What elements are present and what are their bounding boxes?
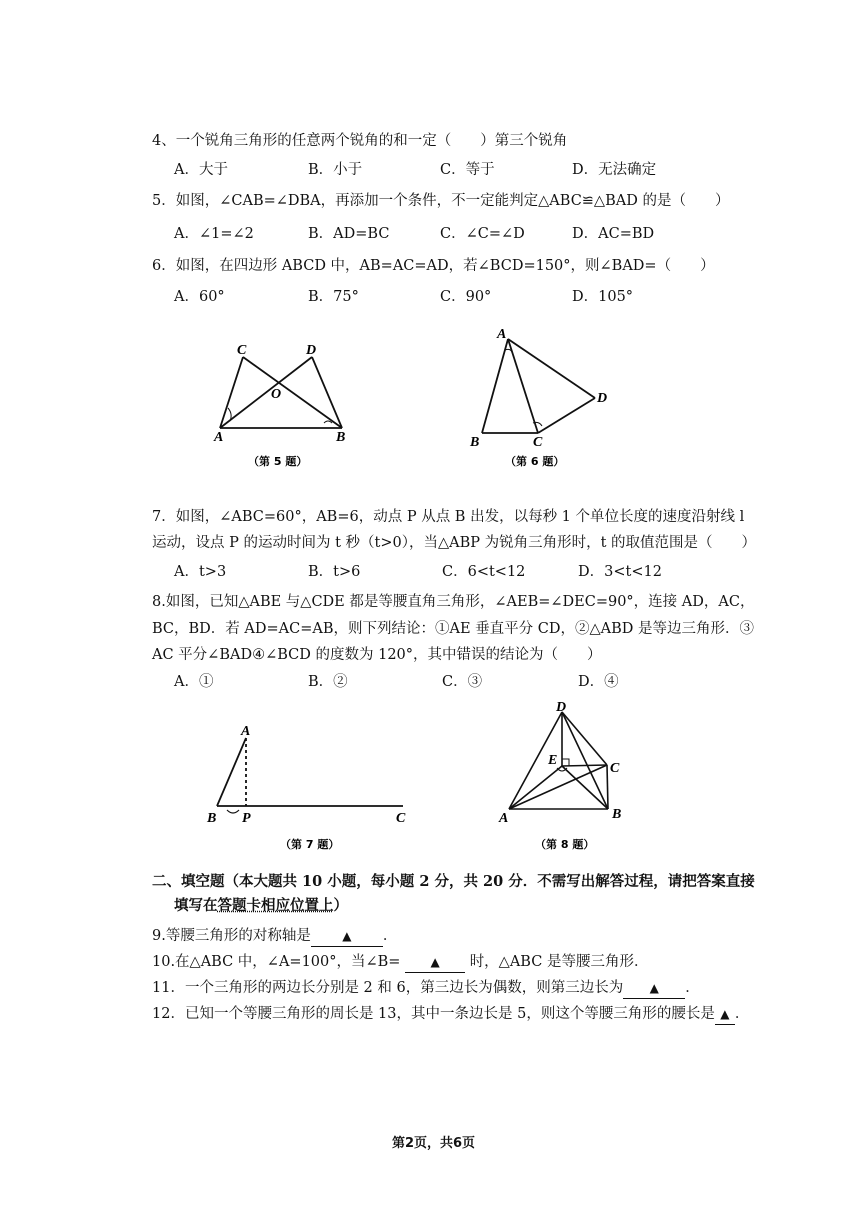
fig6-caption: （第 6 题）: [505, 455, 565, 468]
q9-suffix: ．: [382, 928, 398, 944]
figure-6: [460, 320, 620, 475]
q8-option-c: C．③: [442, 674, 483, 690]
fig7-label-a: A: [241, 724, 251, 739]
q9-answer-mark: ▲: [342, 929, 352, 943]
question-9: [152, 926, 397, 947]
q6-option-b: B．75°: [308, 289, 359, 305]
figure-7: [200, 718, 420, 858]
q10-answer-mark: ▲: [430, 955, 440, 969]
fig8-label-b: B: [612, 807, 622, 822]
q12-suffix: ．: [734, 1006, 750, 1022]
q4-option-c: C．等于: [440, 162, 495, 178]
q8-option-d: D．④: [578, 674, 619, 690]
q7-option-a: A．t>3: [174, 564, 227, 580]
question-8-stem-line3: AC 平分∠BAD④∠BCD 的度数为 120°，其中错误的结论为（ ）: [152, 647, 602, 663]
q10-answer-blank[interactable]: [405, 952, 465, 973]
fig5-label-b: B: [336, 430, 346, 445]
q11-answer-blank[interactable]: [623, 978, 685, 999]
fig5-label-o: O: [271, 387, 282, 402]
q11-text: 11．一个三角形的两边长分别是 2 和 6，第三边长为偶数，则第三边长为: [152, 980, 624, 996]
q5-option-d: D．AC=BD: [572, 226, 655, 242]
question-7-stem-line2: 运动，设点 P 的运动时间为 t 秒（t>0），当△ABP 为锐角三角形时，t 的取值范围是（ ）: [152, 535, 757, 551]
figure-8: [490, 698, 640, 858]
question-6-stem: 6．如图，在四边形 ABCD 中，AB=AC=AD，若∠BCD=150°，则∠BAD=（ ）: [152, 258, 715, 274]
fig5-label-c: C: [237, 343, 247, 358]
fig5-label-a: A: [214, 430, 224, 445]
q9-answer-blank[interactable]: [311, 926, 383, 947]
q9-text: 9.等腰三角形的对称轴是: [152, 928, 311, 944]
q5-option-c: C．∠C=∠D: [440, 226, 525, 242]
q12-text: 12．已知一个等腰三角形的周长是 13，其中一条边长是 5，则这个等腰三角形的腰长是: [152, 1006, 715, 1022]
q5-option-a: A．∠1=∠2: [174, 226, 254, 242]
q8-option-a: A．①: [174, 674, 214, 690]
question-12: [152, 1004, 749, 1025]
figure-8-diagram: [490, 698, 640, 858]
q7-option-c: C．6<t<12: [442, 564, 526, 580]
fig8-label-c: C: [610, 761, 620, 776]
q11-answer-mark: ▲: [649, 981, 659, 995]
fig7-caption: （第 7 题）: [280, 838, 340, 851]
q4-option-a: A．大于: [174, 162, 228, 178]
fig5-caption: （第 5 题）: [248, 455, 308, 468]
q11-suffix: ．: [685, 980, 700, 996]
question-8-stem-line1: 8.如图，已知△ABE 与△CDE 都是等腰直角三角形，∠AEB=∠DEC=90°，连接 AD，AC，: [152, 594, 755, 610]
q12-answer-mark: ▲: [720, 1007, 730, 1021]
fig7-label-c: C: [396, 811, 406, 826]
q6-option-d: D．105°: [572, 289, 634, 305]
question-4-stem: 4、一个锐角三角形的任意两个锐角的和一定（ ）第三个锐角: [152, 133, 568, 149]
figure-7-diagram: [200, 718, 420, 858]
fig8-label-e: E: [548, 753, 558, 768]
q4-option-b: B．小于: [308, 162, 363, 178]
q8-option-b: B．②: [308, 674, 348, 690]
section-2-heading-line2: [174, 896, 348, 916]
page-footer: 第2页，共6页: [391, 1136, 476, 1151]
q4-option-d: D．无法确定: [572, 162, 657, 178]
section-2-heading-dotted: 答题卡相应位置上: [217, 897, 334, 914]
section-2-heading-suffix: ）: [333, 897, 348, 914]
q7-option-d: D．3<t<12: [578, 564, 662, 580]
question-5-stem: 5．如图，∠CAB=∠DBA，再添加一个条件，不一定能判定△ABC≌△BAD 的是（ ）: [152, 193, 730, 209]
fig6-label-a: A: [497, 327, 507, 342]
fig8-caption: （第 8 题）: [535, 838, 595, 851]
section-2-heading-line1: 二、填空题（本大题共 10 小题，每小题 2 分，共 20 分．不需写出解答过程，请把答案直接: [152, 873, 755, 890]
figure-5-diagram: [200, 335, 370, 475]
figure-5: [200, 335, 370, 475]
question-8-stem-line2: BC，BD．若 AD=AC=AB，则下列结论：①AE 垂直平分 CD，②△ABD 是等边三角形．③: [152, 621, 755, 637]
fig5-label-d: D: [306, 343, 317, 358]
figure-6-diagram: [460, 320, 620, 475]
fig6-label-d: D: [597, 391, 608, 406]
fig7-label-b: B: [207, 811, 217, 826]
q12-answer-blank[interactable]: [715, 1004, 735, 1025]
fig6-label-c: C: [533, 435, 543, 450]
fig8-label-a: A: [499, 811, 509, 826]
q5-option-b: B．AD=BC: [308, 226, 390, 242]
fig7-label-p: P: [242, 811, 251, 826]
q10-text: 10.在△ABC 中，∠A=100°，当∠B=: [152, 954, 401, 970]
fig8-label-d: D: [556, 700, 567, 715]
question-7-stem-line1: 7．如图，∠ABC=60°，AB=6，动点 P 从点 B 出发，以每秒 1 个单位长度的速度沿射线 l: [152, 509, 745, 525]
section-2-heading-prefix: 填写在: [174, 897, 218, 914]
question-10: [152, 952, 648, 973]
question-11: [152, 978, 700, 999]
q6-option-a: A．60°: [174, 289, 225, 305]
q10-suffix: 时，△ABC 是等腰三角形．: [469, 954, 649, 970]
q7-option-b: B．t>6: [308, 564, 361, 580]
q6-option-c: C．90°: [440, 289, 492, 305]
fig6-label-b: B: [470, 435, 480, 450]
